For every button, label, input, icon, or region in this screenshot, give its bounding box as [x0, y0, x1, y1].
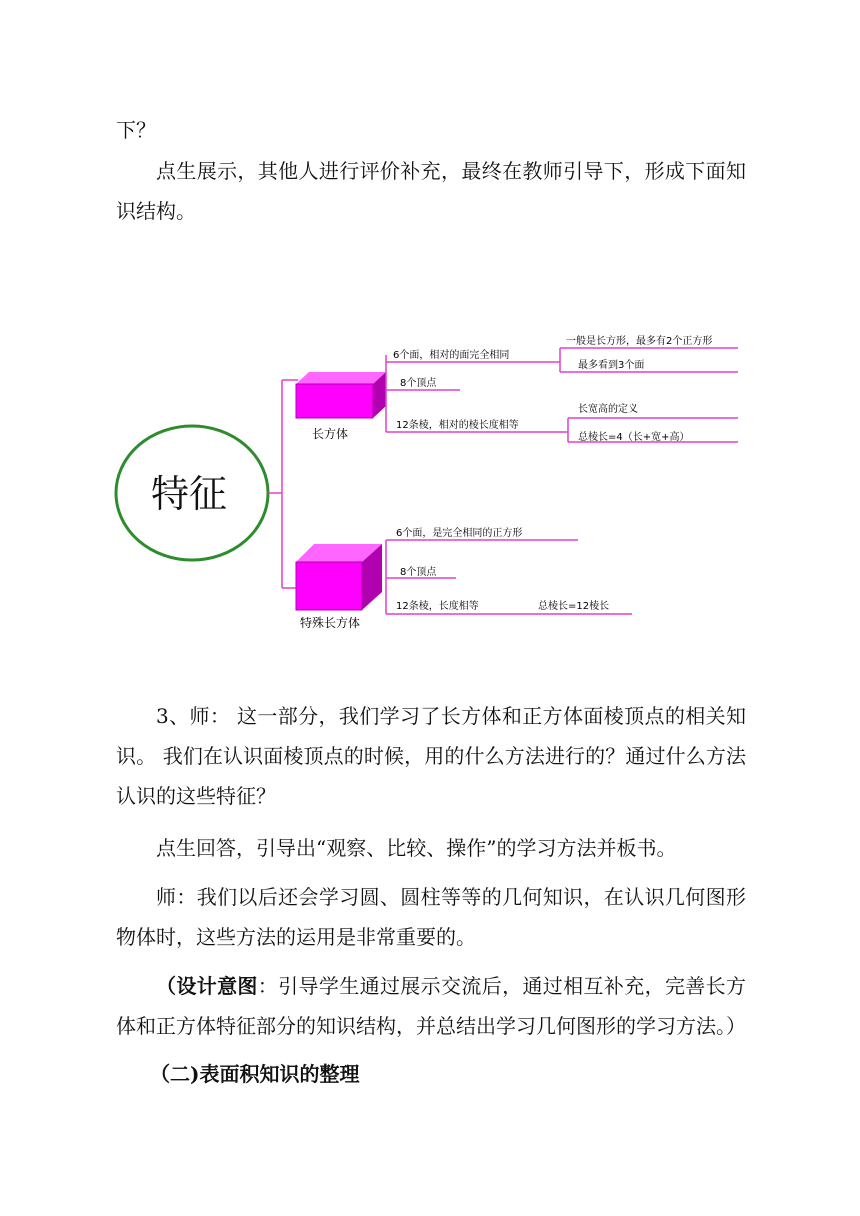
paragraph-student-answer: 点生回答，引导出“观察、比较、操作”的学习方法并板书。 — [156, 836, 677, 860]
cuboid-edge-text: 12条棱，相对的棱长度相等 — [396, 420, 519, 431]
cube-vertex-text: 8个顶点 — [400, 567, 437, 578]
cuboid-face-text: 6个面，相对的面完全相同 — [393, 350, 510, 361]
cube-shape — [296, 544, 382, 610]
paragraph-continuation: 下？ — [116, 118, 156, 142]
paragraph-teacher-question: 3、师： 这一部分，我们学习了长方体和正方体面棱顶点的相关知识。 我们在认识面棱顶点的时候，用的什么方法进行的？通过什么方法认识的这些特征？ — [116, 704, 746, 808]
paragraph-student-display: 点生展示，其他人进行评价补充，最终在教师引导下，形成下面知识结构。 — [116, 159, 746, 223]
cube-label: 特殊长方体 — [300, 616, 361, 630]
cuboid-edge-sub2: 总棱长=4（长+宽+高） — [578, 432, 690, 443]
design-intent-label: （设计意图 — [156, 974, 258, 998]
cube-edge-text: 12条棱，长度相等 — [396, 601, 479, 612]
design-intent-text: ：引导学生通过展示交流后，通过相互补充，完善长方体和正方体特征部分的知识结构，并总结出学习几何图形的学习方法。） — [116, 974, 747, 1038]
cuboid-shape — [296, 372, 386, 418]
cuboid-face-sub2: 最多看到3个面 — [578, 360, 645, 371]
cube-edge-total: 总棱长=12棱长 — [538, 601, 610, 612]
cuboid-vertex-text: 8个顶点 — [400, 378, 437, 389]
cuboid-edge-sub1: 长宽高的定义 — [578, 404, 638, 415]
cube-face-text: 6个面，是完全相同的正方形 — [396, 528, 523, 539]
paragraph-teacher-note: 师：我们以后还会学习圆、圆柱等等的几何知识，在认识几何图形物体时，这些方法的运用是非常重要的。 — [116, 885, 746, 949]
cuboid-face-sub1: 一般是长方形，最多有2个正方形 — [566, 336, 713, 347]
paragraph-design-intent — [116, 966, 746, 1046]
trunk-lines — [268, 380, 298, 588]
center-label: 特征 — [150, 472, 228, 516]
cuboid-label: 长方体 — [312, 427, 349, 441]
section-heading: （二)表面积知识的整理 — [150, 1062, 360, 1086]
